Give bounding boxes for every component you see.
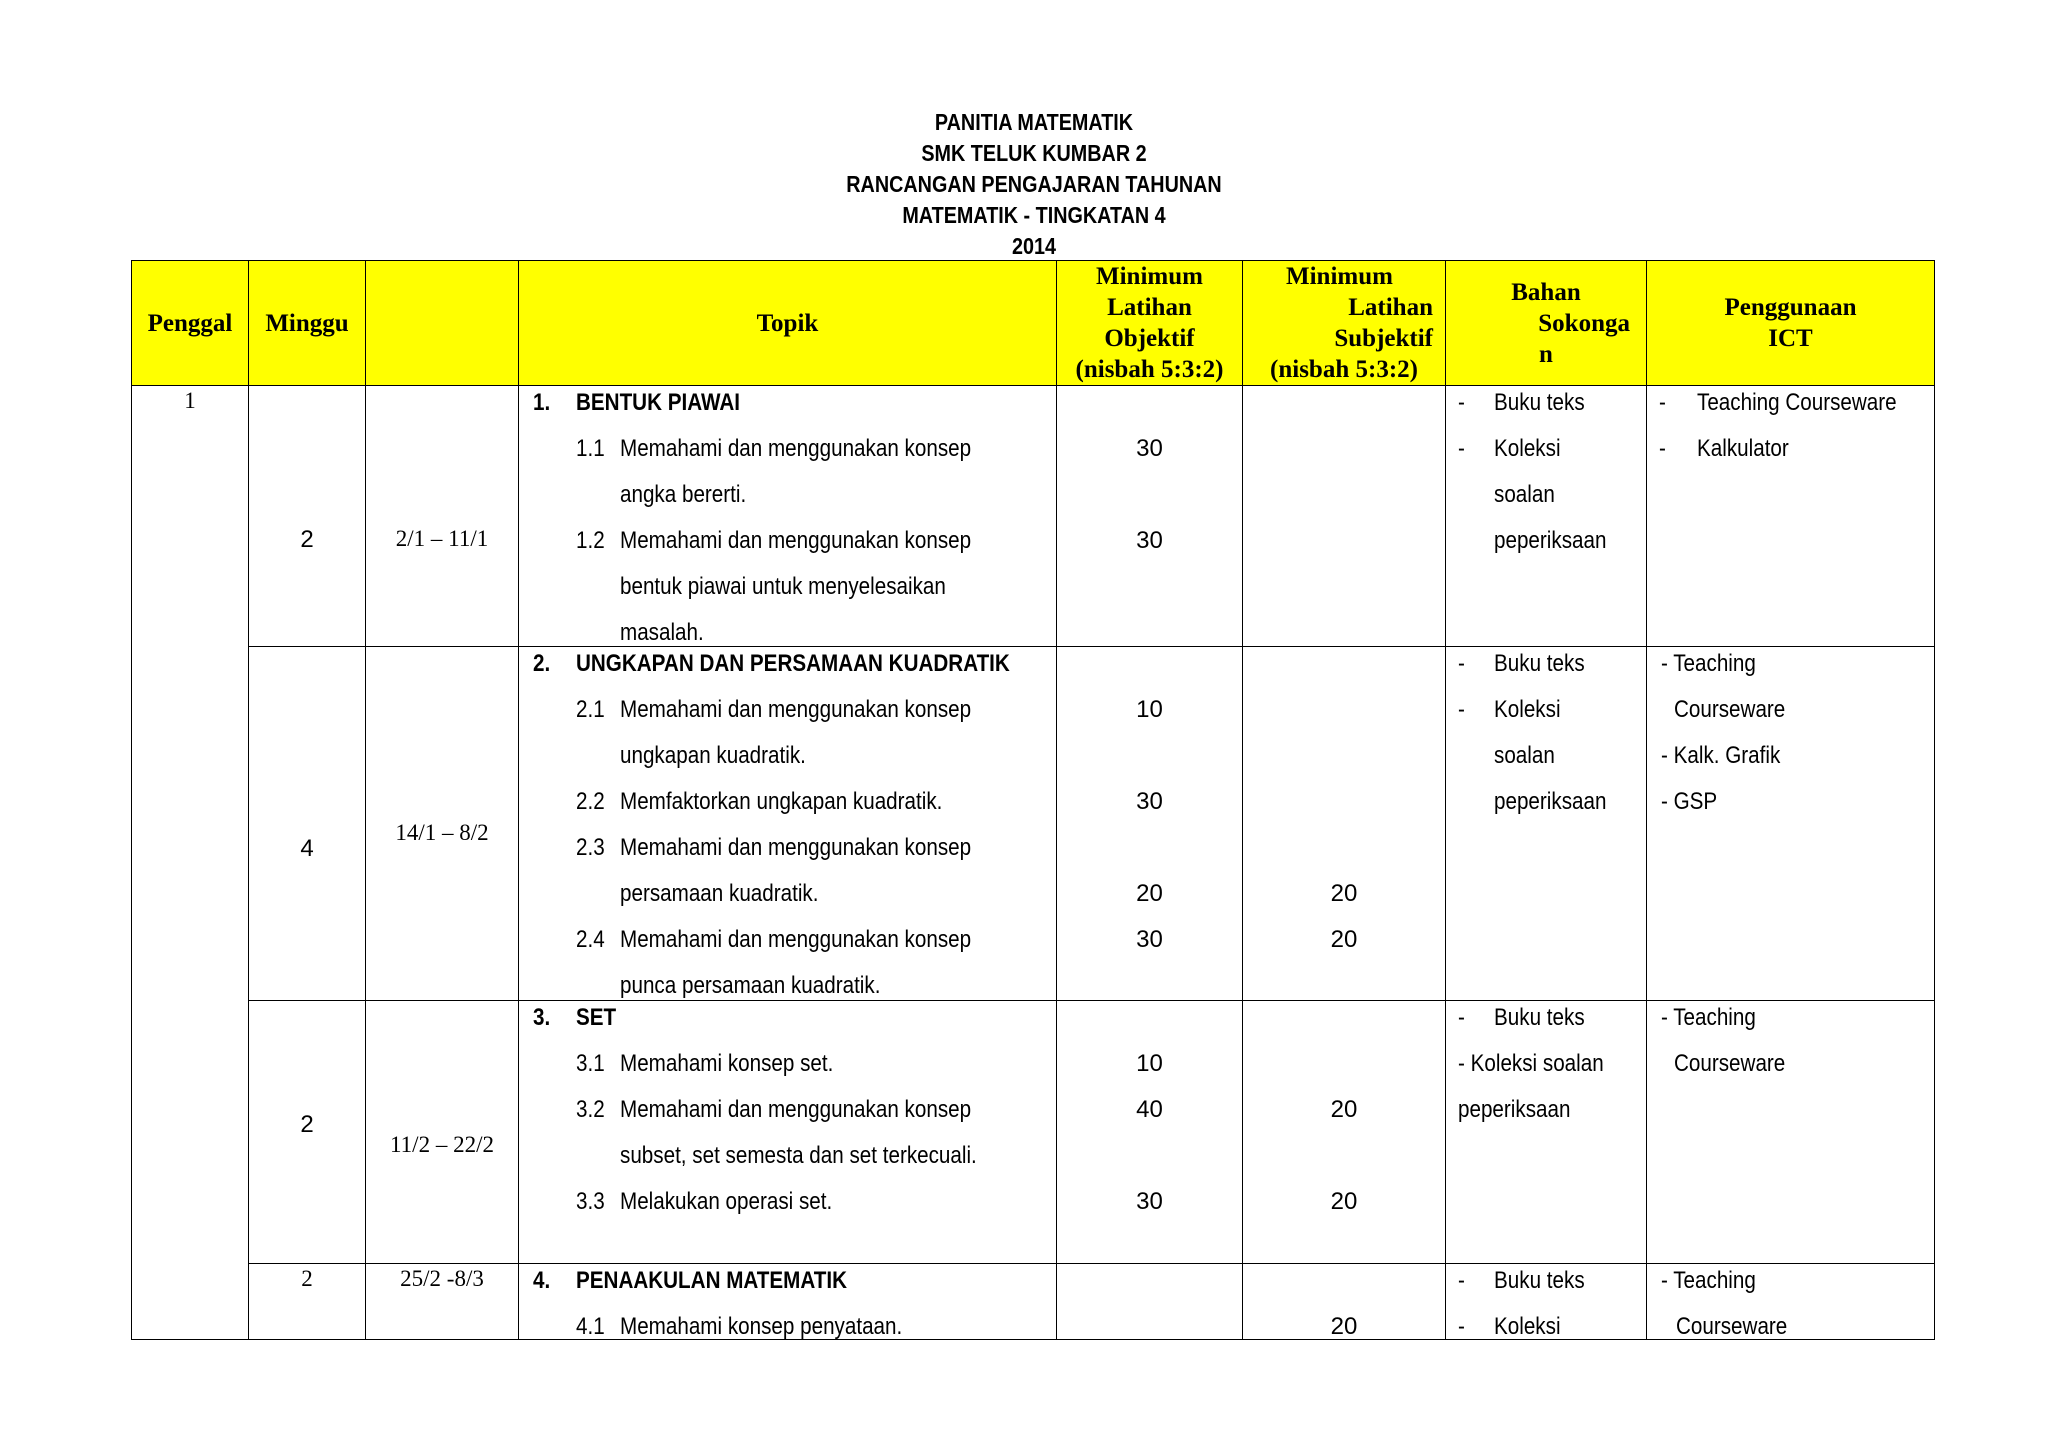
bahan-item: Koleksi: [1494, 696, 1561, 723]
topic-title: PENAAKULAN MATEMATIK: [576, 1267, 847, 1294]
bahan-cell: - Buku teks - Koleksi soalan peperiksaan: [1446, 1001, 1647, 1264]
ict-item: - GSP: [1661, 788, 1718, 815]
ict-item: - Teaching: [1661, 1267, 1756, 1294]
topik-cell: [519, 647, 1057, 1001]
penggal-value: 1: [184, 388, 196, 413]
objektif-value: 10: [1136, 696, 1163, 723]
topik-cell: [519, 386, 1057, 647]
table-row: [132, 1264, 1935, 1340]
objektif-value: 30: [1136, 926, 1163, 953]
topic-title: BENTUK PIAWAI: [576, 389, 740, 416]
bahan-item: - Koleksi soalan: [1458, 1050, 1604, 1077]
min-objektif-cell: [1057, 1001, 1243, 1264]
subtopic-text: subset, set semesta dan set terkecuali.: [620, 1142, 977, 1169]
col-header-penggunaan-ict: Penggunaan ICT: [1647, 261, 1935, 386]
col-header-tarikh: [366, 261, 519, 386]
subtopic-text: ungkapan kuadratik.: [620, 742, 806, 769]
col-header-topik: Topik: [519, 261, 1057, 386]
subtopic-number: 1.2: [576, 527, 605, 554]
min-objektif-cell: [1057, 386, 1243, 647]
subtopic-text: masalah.: [620, 619, 704, 646]
minggu-cell: [249, 647, 366, 1001]
subtopic-text: Memahami dan menggunakan konsep: [620, 1096, 972, 1123]
tarikh-value: 2/1 – 11/1: [395, 526, 489, 551]
document-header: [145, 107, 1923, 262]
subtopic-text: Memahami konsep set.: [620, 1050, 834, 1077]
subtopic-number: 1.1: [576, 435, 605, 462]
ict-item: Courseware: [1676, 1313, 1788, 1340]
col-header-penggal: Penggal: [132, 261, 249, 386]
topik-cell: [519, 1001, 1057, 1264]
header-line-year: 2014: [1011, 233, 1056, 259]
bahan-item: soalan: [1494, 742, 1555, 769]
min-objektif-cell: [1057, 1264, 1243, 1340]
minggu-value: 2: [300, 1111, 314, 1138]
ict-item: Courseware: [1674, 696, 1786, 723]
header-line-panitia: PANITIA MATEMATIK: [934, 109, 1134, 135]
bahan-item: Buku teks: [1494, 1004, 1585, 1031]
tarikh-cell: [366, 647, 519, 1001]
topic-number: 3.: [533, 1004, 551, 1031]
subtopic-text: Memahami dan menggunakan konsep: [620, 527, 972, 554]
subtopic-text: angka bererti.: [620, 481, 747, 508]
tarikh-cell: [366, 1264, 519, 1340]
table-row: [132, 647, 1935, 1001]
subjektif-value: 20: [1330, 1096, 1358, 1123]
col-header-min-subjektif: Minimum Latihan Subjektif (nisbah 5:3:2): [1243, 261, 1446, 386]
ict-cell: [1647, 1264, 1935, 1340]
subjektif-value: 20: [1330, 880, 1358, 907]
subtopic-number: 2.1: [576, 696, 605, 723]
subtopic-number: 2.4: [576, 926, 605, 953]
tarikh-value: 25/2 -8/3: [400, 1266, 484, 1291]
header-line-subject: MATEMATIK - TINGKATAN 4: [902, 202, 1166, 228]
subtopic-text: Memahami dan menggunakan konsep: [620, 834, 972, 861]
bahan-cell: - Buku teks - Koleksi soalan peperiksaan: [1446, 647, 1647, 1001]
min-objektif-cell: [1057, 647, 1243, 1001]
header-line-school: SMK TELUK KUMBAR 2: [921, 140, 1147, 166]
bahan-item: Buku teks: [1494, 1267, 1585, 1294]
teaching-plan-table: [131, 260, 1935, 1340]
table-header-row: [132, 261, 1935, 386]
min-subjektif-cell: [1243, 647, 1446, 1001]
minggu-cell: [249, 1001, 366, 1264]
bahan-item: peperiksaan: [1458, 1096, 1571, 1123]
ict-cell: [1647, 1001, 1935, 1264]
table-row: [132, 1001, 1935, 1264]
minggu-value: 2: [300, 526, 314, 553]
ict-item: Courseware: [1674, 1050, 1786, 1077]
objektif-value: 30: [1136, 527, 1163, 554]
ict-item: - Kalk. Grafik: [1661, 742, 1781, 769]
subjektif-value: 20: [1330, 926, 1358, 953]
subtopic-text: Memahami dan menggunakan konsep: [620, 696, 972, 723]
penggal-cell: [132, 386, 249, 1340]
bahan-cell: - Buku teks - Koleksi: [1446, 1264, 1647, 1340]
tarikh-value: 11/2 – 22/2: [390, 1132, 494, 1157]
ict-item: - Teaching: [1661, 1004, 1756, 1031]
subtopic-text: punca persamaan kuadratik.: [620, 972, 881, 999]
subtopic-number: 3.2: [576, 1096, 605, 1123]
min-subjektif-cell: [1243, 1264, 1446, 1340]
bahan-item: Buku teks: [1494, 650, 1585, 677]
col-header-minggu: Minggu: [249, 261, 366, 386]
topic-number: 2.: [533, 650, 551, 677]
subtopic-text: Memahami dan menggunakan konsep: [620, 435, 972, 462]
bahan-item: soalan: [1494, 481, 1555, 508]
ict-item: Kalkulator: [1697, 435, 1789, 462]
objektif-value: 20: [1136, 880, 1163, 907]
ict-item: - Teaching: [1661, 650, 1756, 677]
subtopic-text: Memahami konsep penyataan.: [620, 1313, 903, 1340]
table-row: [132, 386, 1935, 647]
ict-cell: [1647, 647, 1935, 1001]
bahan-item: peperiksaan: [1494, 788, 1607, 815]
subtopic-text: bentuk piawai untuk menyelesaikan: [620, 573, 946, 600]
ict-cell: - Teaching Courseware - Kalkulator: [1647, 386, 1935, 647]
minggu-value: 2: [301, 1266, 313, 1291]
subtopic-text: Memfaktorkan ungkapan kuadratik.: [620, 788, 943, 815]
tarikh-cell: [366, 386, 519, 647]
subtopic-number: 2.2: [576, 788, 605, 815]
bahan-cell: - Buku teks - Koleksi soalan peperiksaan: [1446, 386, 1647, 647]
objektif-value: 30: [1136, 1188, 1163, 1215]
subtopic-text: Melakukan operasi set.: [620, 1188, 833, 1215]
subtopic-number: 3.1: [576, 1050, 605, 1077]
tarikh-cell: [366, 1001, 519, 1264]
minggu-cell: [249, 386, 366, 647]
objektif-value: 30: [1136, 435, 1163, 462]
topic-title: UNGKAPAN DAN PERSAMAAN KUADRATIK: [576, 650, 1010, 677]
topik-cell: [519, 1264, 1057, 1340]
subjektif-value: 20: [1330, 1313, 1358, 1340]
objektif-value: 40: [1136, 1096, 1163, 1123]
tarikh-value: 14/1 – 8/2: [395, 820, 489, 845]
minggu-cell: [249, 1264, 366, 1340]
topic-title: SET: [576, 1004, 617, 1031]
objektif-value: 10: [1136, 1050, 1163, 1077]
bahan-item: peperiksaan: [1494, 527, 1607, 554]
min-subjektif-cell: [1243, 386, 1446, 647]
subtopic-text: Memahami dan menggunakan konsep: [620, 926, 972, 953]
objektif-value: 30: [1136, 788, 1163, 815]
subtopic-text: persamaan kuadratik.: [620, 880, 819, 907]
subtopic-number: 3.3: [576, 1188, 605, 1215]
minggu-value: 4: [300, 835, 314, 862]
topic-number: 1.: [533, 389, 551, 416]
subjektif-value: 20: [1330, 1188, 1358, 1215]
topic-number: 4.: [533, 1267, 551, 1294]
bahan-item: Koleksi: [1494, 435, 1561, 462]
header-line-plan: RANCANGAN PENGAJARAN TAHUNAN: [846, 171, 1222, 197]
col-header-bahan-sokongan: Bahan Sokonga n: [1446, 261, 1647, 386]
ict-item: Teaching Courseware: [1697, 389, 1897, 416]
subtopic-number: 2.3: [576, 834, 605, 861]
min-subjektif-cell: [1243, 1001, 1446, 1264]
bahan-item: Buku teks: [1494, 389, 1585, 416]
subtopic-number: 4.1: [576, 1313, 605, 1340]
bahan-item: Koleksi: [1494, 1313, 1561, 1340]
col-header-min-objektif: Minimum Latihan Objektif (nisbah 5:3:2): [1057, 261, 1243, 386]
